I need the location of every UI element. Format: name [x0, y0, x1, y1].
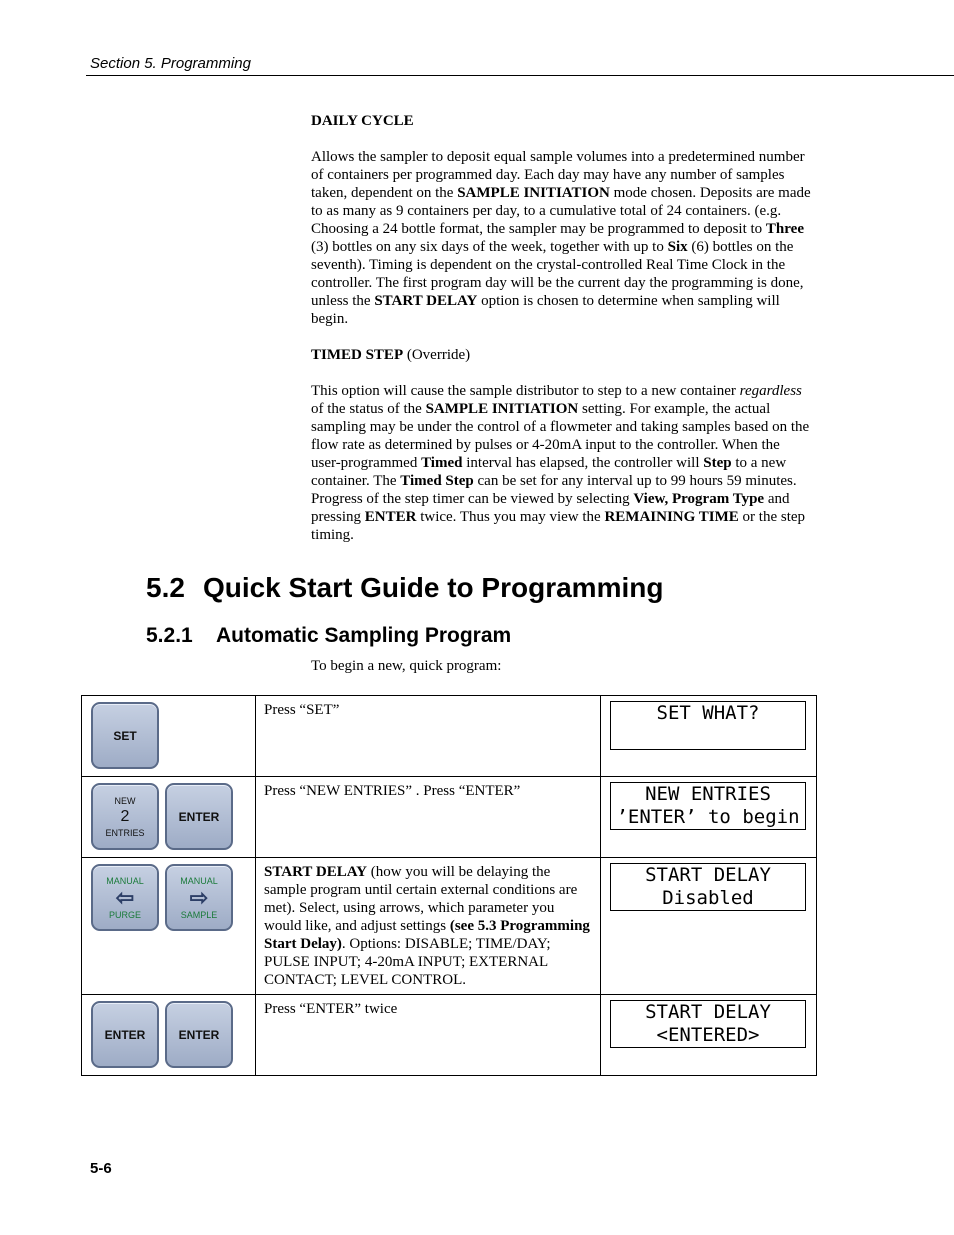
daily-cycle-heading: DAILY CYCLE	[311, 113, 414, 129]
page-number: 5-6	[90, 1160, 112, 1177]
lcd-display: START DELAY <ENTERED>	[610, 1000, 806, 1048]
step-description: Press “SET”	[256, 696, 601, 777]
table-row	[82, 777, 817, 858]
step-description: START DELAY (how you will be delaying the sample program until certain external conditions are met). Select, using arrows, which parameter you would like, and adjust settings (see 5.3 Programming Start Delay). Options: DISABLE; TIME/DAY; PULSE INPUT; 4-20mA INPUT; EXTERNAL CONTACT; LEVEL CONTROL.	[256, 858, 601, 995]
table-row	[82, 995, 817, 1076]
section-5-2-1-heading: 5.2.1 Automatic Sampling Program	[146, 624, 512, 647]
new-entries-key-icon: NEW 2 ENTRIES	[91, 783, 159, 850]
lcd-display: SET WHAT?	[610, 701, 806, 750]
intro-text: To begin a new, quick program:	[311, 658, 502, 674]
running-header: Section 5. Programming	[90, 55, 251, 72]
table-row	[82, 696, 817, 777]
manual-purge-key-icon: MANUAL ⇦ PURGE	[91, 864, 159, 931]
arrow-right-icon: ⇨	[189, 884, 209, 910]
section-5-2-heading: 5.2 Quick Start Guide to Programming	[146, 572, 664, 603]
timed-step-paragraph: This option will cause the sample distributor to step to a new container regardless of the status of the SAMPLE INITIATION setting. For example, the actual sampling may be under the control of a flowmeter and taking samples based on the flow rate as determined by pulses or 4-20mA input to the controller. When the user-programmed Timed interval has elapsed, the controller will Step to a new container. The Timed Step can be set for any interval up to 99 hours 59 minutes. Progress of the step timer can be viewed by selecting View, Program Type and pressing ENTER twice. Thus you may view the REMAINING TIME or the step timing.	[311, 383, 810, 543]
arrow-left-icon: ⇦	[115, 884, 135, 910]
step-description: Press “ENTER” twice	[256, 995, 601, 1076]
manual-sample-key-icon: MANUAL ⇨ SAMPLE	[165, 864, 233, 931]
daily-cycle-block	[311, 112, 811, 562]
timed-step-heading: TIMED STEP (Override)	[311, 347, 471, 363]
steps-table	[81, 695, 817, 1076]
header-rule	[86, 75, 954, 76]
table-row	[82, 858, 817, 995]
enter-key-icon: ENTER	[165, 1001, 233, 1068]
daily-cycle-paragraph: Allows the sampler to deposit equal sample volumes into a predetermined number of containers per programmed day. Each day may have any number of samples taken, dependent on the SAMPLE INITIATION mode chosen. Deposits are made to as many as 9 containers per day, to a cumulative total of 24 containers. (e.g. Choosing a 24 bottle format, the sampler may be programmed to deposit to Three (3) bottles on any six days of the week, together with up to Six (6) bottles on the seventh). Timing is dependent on the crystal-controlled Real Time Clock in the controller. The first program day will be the current day the programming is done, unless the START DELAY option is chosen to determine when sampling will begin.	[311, 149, 811, 327]
enter-key-icon: ENTER	[165, 783, 233, 850]
lcd-display: START DELAY Disabled	[610, 863, 806, 911]
enter-key-icon: ENTER	[91, 1001, 159, 1068]
set-key-icon: SET	[91, 702, 159, 769]
lcd-display: NEW ENTRIES ’ENTER’ to begin	[610, 782, 806, 830]
step-description: Press “NEW ENTRIES” . Press “ENTER”	[256, 777, 601, 858]
